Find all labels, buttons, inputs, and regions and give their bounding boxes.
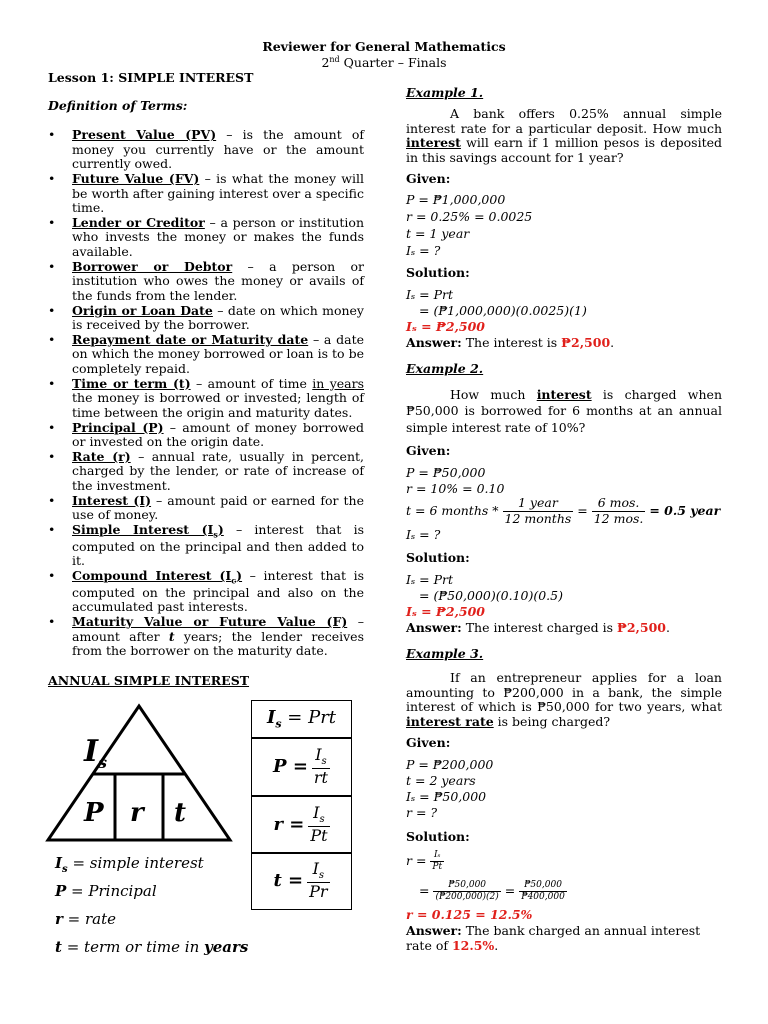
triangle-is: $I_s$	[84, 734, 108, 772]
list-item: • Maturity Value or Future Value (F) – amount after t years; the lender receives from the borrower on the maturity date.	[48, 614, 364, 659]
list-item: • Rate (r) – annual rate, usually in percent, charged by the lender, or rate of increase of the investment.	[48, 448, 364, 493]
example-3-given-r: r = ?	[406, 805, 438, 820]
example-3-step-2: = $\frac{₱50,000}{(₱200,000)(2)}$ = $\frac{₱50,000}{₱400,000}$	[419, 880, 565, 902]
legend-is: $I_s$ = simple interest	[55, 854, 204, 875]
annual-heading: ANNUAL SIMPLE INTEREST	[48, 673, 250, 688]
example-1-solution: Solution:	[406, 265, 470, 280]
list-item: • Present Value (PV) – is the amount of money you currently have or the amount currently owed.	[48, 127, 364, 172]
example-3-question: If an entrepreneur applies for a loan amounting to ₱200,000 in a bank, the simple interest of which is ₱50,000 for two years, what interest rate is being charged?	[406, 670, 722, 729]
list-item: • Origin or Loan Date – date on which money is received by the borrower.	[48, 302, 364, 333]
example-3-step-1: r = $\frac{\text{Iₛ}}{Pt}$	[406, 850, 443, 872]
example-3-title: Example 3.	[406, 646, 484, 661]
list-item: • Future Value (FV) – is what the money will be worth after gaining interest over a specific time.	[48, 170, 364, 216]
formula-box-r: r = $\frac{I_s}{Pt}$	[251, 796, 352, 854]
legend-r: r = rate	[55, 910, 117, 928]
example-2-question: How much interest is charged when ₱50,000 is borrowed for 6 months at an annual simple interest rate of 10%?	[406, 387, 722, 435]
example-1-answer: Answer: The interest is ₱2,500.	[406, 335, 615, 350]
example-1-given-t: t = 1 year	[406, 226, 470, 241]
example-2-given: Given:	[406, 443, 451, 458]
example-1-title: Example 1.	[406, 85, 484, 100]
example-3-given: Given:	[406, 735, 451, 750]
formula-box-is: $I_s$ = Prt	[251, 700, 352, 738]
example-1-given-is: Iₛ = ?	[406, 243, 441, 258]
legend-t: t = term or time in years	[55, 938, 249, 956]
list-item: • Borrower or Debtor – a person or institution who owes the money or avails of the funds from the lender.	[48, 258, 364, 303]
triangle-t: t	[174, 798, 187, 828]
example-3-given-is: Iₛ = ₱50,000	[406, 789, 487, 804]
formula-box-t: t = $\frac{I_s}{Pr}$	[251, 852, 352, 910]
triangle-r: r	[130, 798, 144, 828]
example-3-given-p: P = ₱200,000	[406, 757, 494, 772]
list-item: • Time or term (t) – amount of time in years the money is borrowed or invested; length of time between the origin and maturity dates.	[48, 375, 364, 420]
example-2-title: Example 2.	[406, 361, 484, 376]
document-subtitle: 2nd Quarter – Finals	[321, 55, 447, 71]
example-2-given-t: t = 6 months * $\frac{\text{1 year}}{\text{12 months}}$ = $\frac{\text{6 mos.}}{\text{12 mos.}}$ = 0.5 year	[406, 495, 721, 526]
definitions-heading: Definition of Terms:	[48, 98, 188, 113]
example-3-answer: Answer: The bank charged an annual interest rate of 12.5%.	[406, 923, 701, 953]
legend-p: P = Principal	[55, 882, 157, 900]
example-1-step-1: Iₛ = Prt	[406, 287, 453, 302]
example-2-answer: Answer: The interest charged is ₱2,500.	[406, 620, 670, 635]
example-2-solution: Solution:	[406, 550, 470, 565]
example-1-given-r: r = 0.25% = 0.0025	[406, 209, 533, 224]
example-2-given-r: r = 10% = 0.10	[406, 481, 505, 496]
example-2-result: Iₛ = ₱2,500	[406, 604, 485, 619]
document-title: Reviewer for General Mathematics	[262, 39, 506, 54]
lesson-title: Lesson 1: SIMPLE INTEREST	[48, 70, 254, 85]
example-3-result: r = 0.125 = 12.5%	[406, 907, 533, 922]
example-1-question: A bank offers 0.25% annual simple interest rate for a particular deposit. How much interest will earn if 1 million pesos is deposited in this savings account for 1 year?	[406, 106, 722, 165]
formula-box-p: P = $\frac{I_s}{rt}$	[251, 738, 352, 796]
example-2-given-p: P = ₱50,000	[406, 465, 486, 480]
example-2-step-2: = (₱50,000)(0.10)(0.5)	[419, 588, 563, 603]
list-item: • Interest (I) – amount paid or earned for the use of money.	[48, 492, 364, 523]
list-item: • Simple Interest $(I_s)$ – interest that is computed on the principal and then added to it.	[48, 521, 364, 569]
example-1-step-2: = (₱1,000,000)(0.0025)(1)	[419, 303, 587, 318]
list-item: • Compound Interest $(I_c)$ – interest that is computed on the principal and also on the accumulated past interests.	[48, 567, 364, 615]
list-item: • Principal (P) – amount of money borrowed or invested on the origin date.	[48, 419, 364, 450]
example-1-given: Given:	[406, 171, 451, 186]
triangle-p: P	[84, 798, 104, 828]
list-item: • Lender or Creditor – a person or institution who invests the money or makes the funds available.	[48, 214, 364, 259]
example-2-given-is: Iₛ = ?	[406, 527, 441, 542]
list-item: • Repayment date or Maturity date – a date on which the money borrowed or loan is to be completely repaid.	[48, 331, 365, 376]
example-1-result: Iₛ = ₱2,500	[406, 319, 485, 334]
example-3-solution: Solution:	[406, 829, 470, 844]
terms-list	[48, 128, 364, 659]
example-3-given-t: t = 2 years	[406, 773, 476, 788]
example-1-given-p: P = ₱1,000,000	[406, 192, 506, 207]
example-2-step-1: Iₛ = Prt	[406, 572, 453, 587]
